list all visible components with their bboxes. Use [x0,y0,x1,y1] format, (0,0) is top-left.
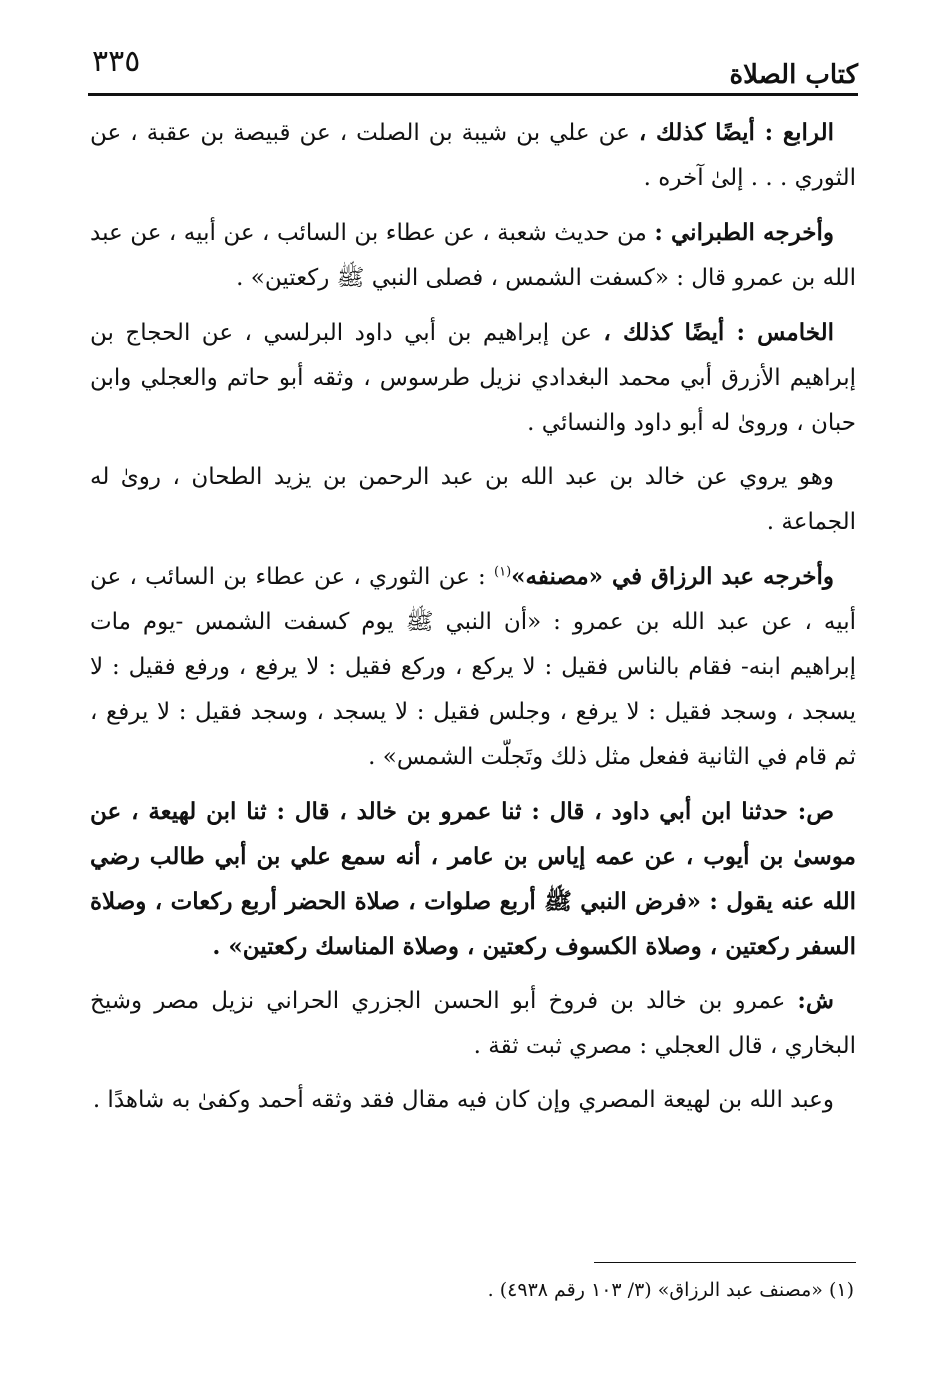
paragraph-text: من حديث شعبة ، عن عطاء بن السائب ، عن أبيه ، عن عبد الله بن عمرو قال : «كسفت الشمس ، فصلى النبي ﷺ ركعتين» . [90,220,856,291]
paragraph-lead: ص: [797,798,834,825]
footnote-rule [594,1262,856,1263]
book-title: كتاب الصلاة [729,60,858,90]
paragraph-text: عن إبراهيم بن أبي داود البرلسي ، عن الحجاج بن إبراهيم الأزرق أبي محمد البغدادي نزيل طرسوس ، وثقه أبو حاتم والعجلي وابن حبان ، وروىٰ له أبو داود والنسائي . [90,320,856,436]
paragraph-lead: الرابع : أيضًا كذلك ، [638,119,834,146]
footnote-ref[interactable]: (١) [494,564,512,580]
page-body [90,110,856,1132]
paragraph-lead: الخامس : أيضًا كذلك ، [603,319,835,346]
footnote: (١) «مصنف عبد الرزاق» (٣/ ١٠٣ رقم ٤٩٣٨) . [487,1279,854,1301]
paragraph-text: : عن الثوري ، عن عطاء بن السائب ، عن أبيه ، عن عبد الله بن عمرو : «أن النبي ﷺ يوم كسفت الشمس -يوم مات إبراهيم ابنه- فقام بالناس فقيل : لا يركع ، وركع فقيل : لا يرفع ، ورفع فقيل : لا يسجد ، وسجد فقيل : لا يرفع ، وجلس فقيل : لا يسجد ، وسجد فقيل : لا يرفع ، ثم قام في الثانية ففعل مثل ذلك وتَجلّت الشمس» . [90,564,856,770]
paragraph-lead: وأخرجه الطبراني : [654,219,834,246]
paragraph-text: عن علي بن شيبة بن الصلت ، عن قبيصة بن عقبة ، عن الثوري . . . إلىٰ آخره . [90,120,856,191]
paragraph-lead: ش: [797,987,834,1014]
paragraph-6 [90,789,856,969]
paragraph-1 [90,110,856,201]
paragraph-4 [90,455,856,545]
page-header [88,38,858,94]
paragraph-2 [90,210,856,301]
paragraph-text: حدثنا ابن أبي داود ، قال : ثنا عمرو بن خالد ، قال : ثنا ابن لهيعة ، عن موسىٰ بن أيوب ، عن عمه إياس بن عامر ، أنه سمع علي بن أبي طالب رضي الله عنه يقول : «فرض النبي ﷺ أربع صلوات ، صلاة الحضر أربع ركعات ، وصلاة السفر ركعتين ، وصلاة الكسوف ركعتين ، وصلاة المناسك ركعتين» . [90,798,856,960]
paragraph-8 [90,1078,856,1123]
paragraph-5 [90,554,856,780]
paragraph-text: عمرو بن خالد بن فروخ أبو الحسن الجزري الحراني نزيل مصر وشيخ البخاري ، قال العجلي : مصري ثبت ثقة . [90,988,856,1059]
paragraph-3 [90,310,856,446]
page-number: ٣٣٥ [92,44,141,79]
paragraph-text: وعبد الله بن لهيعة المصري وإن كان فيه مقال فقد وثقه أحمد وكفىٰ به شاهدًا . [92,1087,834,1113]
paragraph-text: وهو يروي عن خالد بن عبد الله بن عبد الرحمن بن يزيد الطحان ، روىٰ له الجماعة . [90,464,856,535]
header-rule [88,93,858,96]
paragraph-7 [90,978,856,1069]
paragraph-lead: وأخرجه عبد الرزاق في «مصنفه» [511,563,834,590]
